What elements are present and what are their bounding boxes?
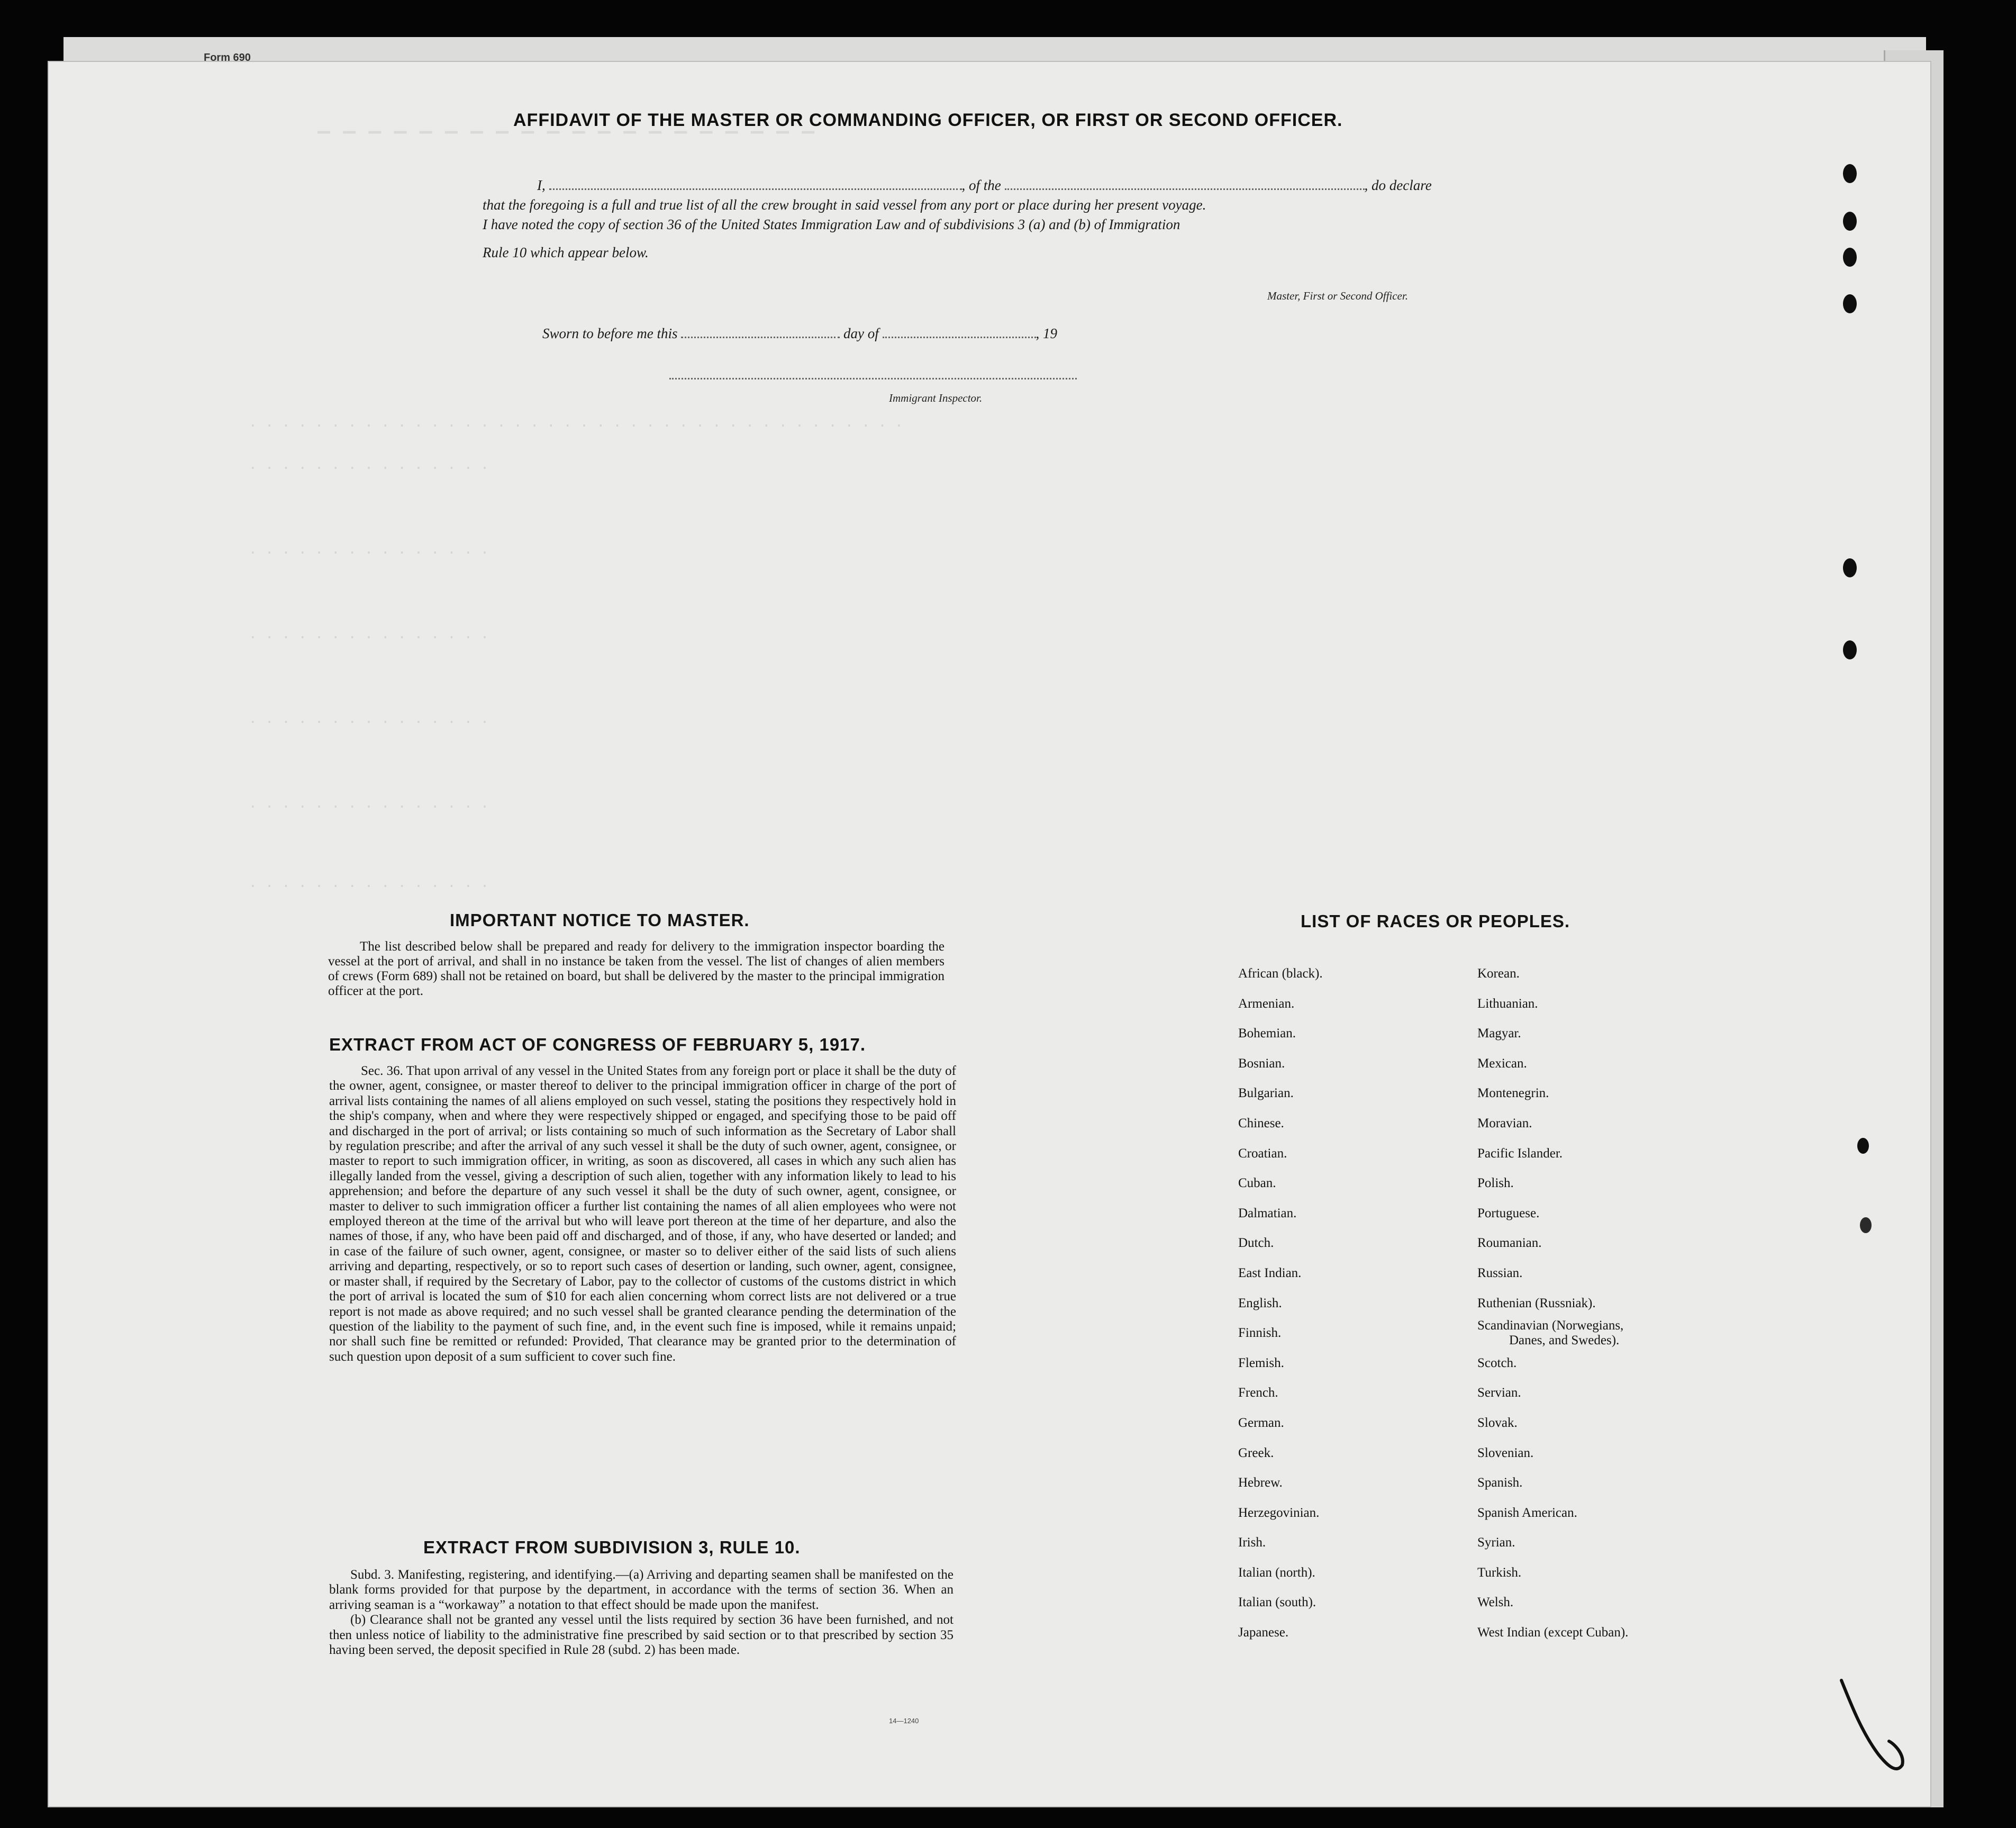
- race-item: African (black).: [1238, 966, 1323, 981]
- race-item: Armenian.: [1238, 996, 1295, 1011]
- race-item: Chinese.: [1238, 1116, 1284, 1130]
- affidavit-title: AFFIDAVIT OF THE MASTER OR COMMANDING OFFICER, OR FIRST OR SECOND OFFICER.: [513, 110, 1343, 130]
- race-item: English.: [1238, 1296, 1282, 1310]
- race-item: Turkish.: [1477, 1565, 1522, 1580]
- declaration-line-2: that the foregoing is a full and true list of all the crew brought in said vessel from any port or place during her present voyage.: [483, 197, 1206, 213]
- race-item: Finnish.: [1238, 1326, 1282, 1341]
- race-item: Croatian.: [1238, 1146, 1287, 1161]
- sworn-year: , 19: [1036, 325, 1057, 341]
- races-title: LIST OF RACES OR PEOPLES.: [1301, 911, 1570, 931]
- race-item: Greek.: [1238, 1445, 1274, 1460]
- race-item: Portuguese.: [1477, 1206, 1540, 1220]
- bleed-through-row: · · · · · · · · · · · · · · ·: [249, 799, 489, 815]
- document-page: [48, 61, 1931, 1807]
- race-item: Herzegovinian.: [1238, 1505, 1320, 1520]
- race-item: Spanish.: [1477, 1476, 1523, 1490]
- declaration-do-declare: , do declare: [1364, 177, 1432, 193]
- declaration-line-4: Rule 10 which appear below.: [483, 245, 649, 260]
- sworn-line: [542, 325, 1057, 342]
- punch-hole: [1843, 558, 1857, 577]
- bleed-through-row: · · · · · · · · · · · · · · · · · · · · · · · · · · · · · · · · · · · · · · · ·: [249, 418, 903, 434]
- declaration-line-3: I have noted the copy of section 36 of the United States Immigration Law and of subdivisions 3 (a) and (b) of Immigration: [483, 216, 1180, 232]
- race-item: Polish.: [1477, 1176, 1514, 1191]
- bleed-through-header: — — — — — — — — — — — — — — — — — — — —: [317, 119, 815, 143]
- races-left-column: [1238, 959, 1323, 1648]
- name-blank[interactable]: [549, 186, 962, 190]
- punch-hole: [1843, 294, 1857, 313]
- bleed-through-row: · · · · · · · · · · · · · · ·: [249, 714, 489, 730]
- race-item: Scotch.: [1477, 1355, 1517, 1370]
- race-item: Japanese.: [1238, 1625, 1289, 1640]
- race-item-scandinavian: [1477, 1318, 1628, 1349]
- extract-rule-title: EXTRACT FROM SUBDIVISION 3, RULE 10.: [423, 1537, 801, 1557]
- race-item: Irish.: [1238, 1535, 1266, 1550]
- notice-title: IMPORTANT NOTICE TO MASTER.: [450, 910, 750, 930]
- sworn-day-of: day of: [843, 325, 879, 341]
- race-item: Slovenian.: [1477, 1445, 1534, 1460]
- form-number: Form 690: [204, 52, 251, 64]
- race-item-line: Scandinavian (Norwegians,: [1477, 1318, 1624, 1333]
- race-item: Dutch.: [1238, 1236, 1274, 1251]
- bleed-through-row: · · · · · · · · · · · · · · ·: [249, 630, 489, 646]
- rule-paragraph-b: (b) Clearance shall not be granted any vessel until the lists required by section 36 have been furnished, and not then unless notice of liability to the administrative fine prescribed by said section or to that prescribed by section 35 having been served, the deposit specified in Rule 28 (subd. 2) has been made.: [329, 1613, 953, 1658]
- race-item: Russian.: [1477, 1265, 1523, 1280]
- punch-hole: [1843, 164, 1857, 183]
- race-item: Montenegrin.: [1477, 1086, 1549, 1101]
- race-item: Spanish American.: [1477, 1505, 1577, 1520]
- race-item: Hebrew.: [1238, 1476, 1283, 1490]
- inspector-signature-blank[interactable]: [669, 376, 1077, 379]
- race-item: East Indian.: [1238, 1265, 1302, 1280]
- race-item: Cuban.: [1238, 1176, 1276, 1191]
- race-item: Korean.: [1477, 966, 1520, 981]
- bleed-through-row: · · · · · · · · · · · · · · ·: [249, 879, 489, 894]
- vessel-blank[interactable]: [1005, 186, 1365, 190]
- race-item: Ruthenian (Russniak).: [1477, 1296, 1596, 1310]
- sworn-prefix: Sworn to before me this: [542, 325, 678, 341]
- declaration-of-the: , of the: [961, 177, 1001, 193]
- extract-act-text: Sec. 36. That upon arrival of any vessel in the United States from any foreign port or place it shall be the duty of the owner, agent, consignee, or master thereof to deliver to the principal immigration officer in charge of the port of arrival lists containing the names of all aliens employed on such vessel, stating the positions they respectively hold in the ship's company, when and where they were respectively shipped or engaged, and specifying those to be paid off and discharged in the port of arrival; or lists containing so much of such information as the Secretary of Labor shall by regulation prescribe; and after the arrival of any such vessel it shall be the duty of such owner, agent, consignee, or master to report to such immigration officer, in writing, as soon as discovered, all cases in which any such alien has illegally landed from the vessel, giving a description of such alien, together with any information likely to lead to his apprehension; and before the departure of any such vessel it shall be the duty of such owner, agent, consignee, or master to deliver to such immigration officer a further list containing the names of all alien employees who were not employed thereon at the time of the arrival but who will leave port thereon at the time of her departure, and also the names of those, if any, who have been paid off and discharged, and of those, if any, who have deserted or landed; and in case of the failure of such owner, agent, consignee, or master so to deliver either of the said lists of such aliens arriving and departing, respectively, or so to report such cases of desertion or landing, such owner, agent, consignee, or master shall, if required by the Secretary of Labor, pay to the collector of customs of the customs district in which the port of arrival is located the sum of $10 for each alien concerning whom correct lists are not delivered or a true report is not made as above required; and no such vessel shall be granted clearance pending the determination of the question of the liability to the payment of such fine, and, in the event such fine is imposed, while it remains unpaid; nor shall such fine be remitted or refunded: Provided, That clearance may be granted prior to the determination of such question upon deposit of a sum sufficient to cover such fine.: [329, 1064, 956, 1364]
- declaration-i: I,: [537, 177, 546, 193]
- races-right-column: [1477, 959, 1628, 1648]
- race-item: West Indian (except Cuban).: [1477, 1625, 1629, 1640]
- race-item: Mexican.: [1477, 1056, 1527, 1071]
- sworn-month-blank[interactable]: [883, 334, 1036, 338]
- signature-label: Master, First or Second Officer.: [1267, 289, 1408, 302]
- rule-paragraph-a: Subd. 3. Manifesting, registering, and identifying.—(a) Arriving and departing seamen shall be manifested on the blank forms provided for that purpose by the department, in accordance with the terms of section 36. When an arriving seaman is a “workaway” a notation to that effect should be made upon the manifest.: [329, 1568, 953, 1612]
- race-item: Italian (north).: [1238, 1565, 1315, 1580]
- race-item: Bulgarian.: [1238, 1086, 1294, 1101]
- race-item: Bosnian.: [1238, 1056, 1285, 1071]
- punch-hole: [1860, 1217, 1872, 1233]
- bleed-through-row: · · · · · · · · · · · · · · ·: [249, 460, 489, 476]
- race-item: Dalmatian.: [1238, 1206, 1297, 1220]
- race-item: German.: [1238, 1415, 1284, 1430]
- race-item: Welsh.: [1477, 1595, 1514, 1610]
- race-item-line: Danes, and Swedes).: [1509, 1333, 1620, 1348]
- race-item: Flemish.: [1238, 1355, 1284, 1370]
- race-item: Moravian.: [1477, 1116, 1532, 1130]
- punch-hole: [1857, 1138, 1869, 1154]
- race-item: Roumanian.: [1477, 1236, 1542, 1251]
- race-item: Syrian.: [1477, 1535, 1515, 1550]
- notice-text: The list described below shall be prepared and ready for delivery to the immigration inspector boarding the vessel at the port of arrival, and shall in no instance be taken from the vessel. The list of changes of alien members of crews (Form 689) shall not be retained on board, but shall be delivered by the master to the principal immigration officer at the port.: [328, 939, 945, 998]
- inspector-label: Immigrant Inspector.: [889, 392, 983, 404]
- race-item: Lithuanian.: [1477, 996, 1538, 1011]
- punch-hole: [1843, 248, 1857, 267]
- bleed-through-row: · · · · · · · · · · · · · · ·: [249, 545, 489, 561]
- punch-hole: [1843, 212, 1857, 231]
- punch-hole: [1843, 640, 1857, 659]
- race-item: Servian.: [1477, 1386, 1521, 1400]
- race-item: Italian (south).: [1238, 1595, 1316, 1610]
- extract-rule-text: [329, 1568, 953, 1658]
- sworn-date-blank[interactable]: [681, 334, 840, 338]
- extract-act-title: EXTRACT FROM ACT OF CONGRESS OF FEBRUARY 5, 1917.: [329, 1035, 866, 1054]
- race-item: Slovak.: [1477, 1415, 1518, 1430]
- race-item: Pacific Islander.: [1477, 1146, 1563, 1161]
- declaration-line-1: [537, 177, 1432, 194]
- race-item: French.: [1238, 1386, 1278, 1400]
- race-item: Bohemian.: [1238, 1026, 1296, 1041]
- pencil-check-mark: [1831, 1675, 1915, 1781]
- print-code: 14—1240: [889, 1717, 919, 1725]
- race-item: Magyar.: [1477, 1026, 1521, 1041]
